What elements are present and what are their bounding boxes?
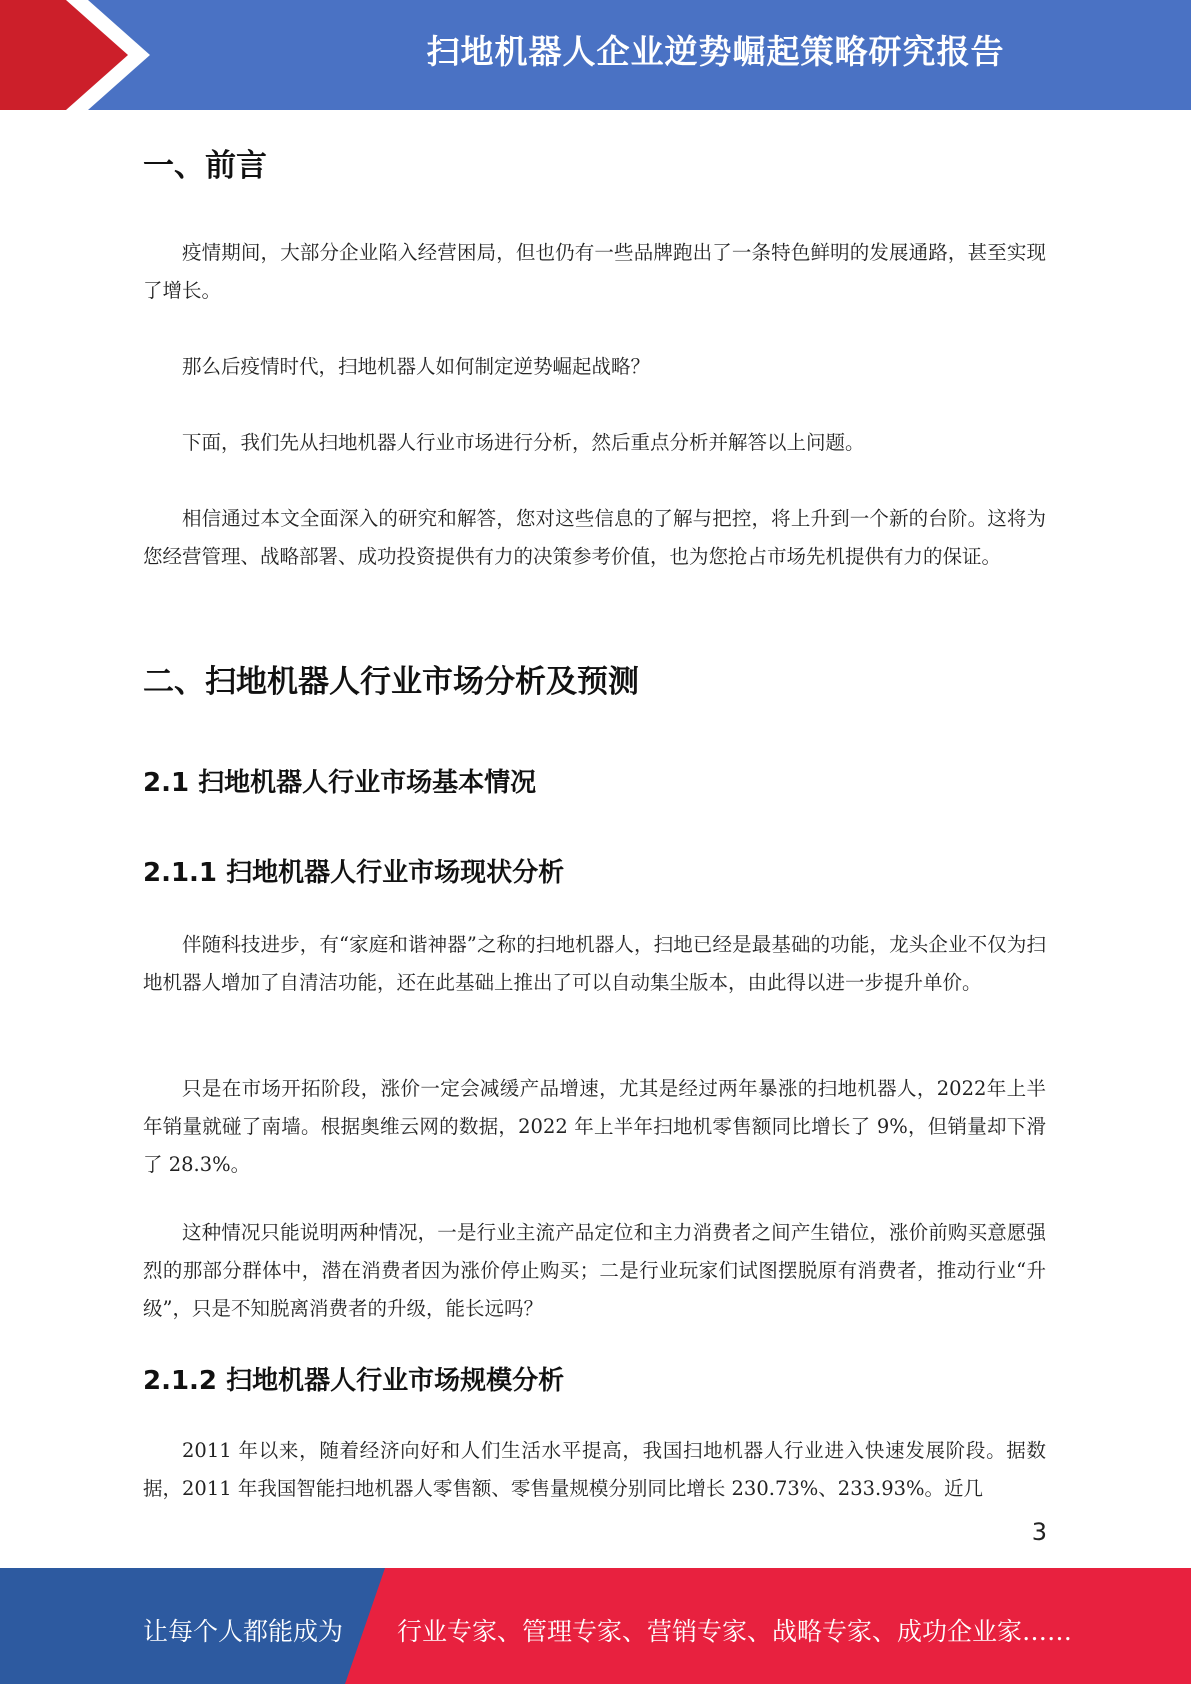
section-2-1-2-heading: 2.1.2 扫地机器人行业市场规模分析 — [143, 1366, 565, 1396]
chevron-logo-icon — [0, 0, 160, 110]
section-2-heading: 二、扫地机器人行业市场分析及预测 — [143, 664, 639, 700]
section-1-paragraph-1: 疫情期间，大部分企业陷入经营困局，但也仍有一些品牌跑出了一条特色鲜明的发展通路，甚至实现了增长。 — [143, 241, 1046, 302]
section-2-1-1-heading: 2.1.1 扫地机器人行业市场现状分析 — [143, 858, 565, 888]
section-1-heading: 一、前言 — [143, 148, 267, 184]
section-2-1-2-paragraph-1: 2011 年以来，随着经济向好和人们生活水平提高，我国扫地机器人行业进入快速发展阶段。据数据，2011 年我国智能扫地机器人零售额、零售量规模分别同比增长 230.73%、233.93%。近几 — [143, 1439, 1046, 1500]
section-1-paragraph-4: 相信通过本文全面深入的研究和解答，您对这些信息的了解与把控，将上升到一个新的台阶。这将为您经营管理、战略部署、成功投资提供有力的决策参考价值，也为您抢占市场先机提供有力的保证。 — [143, 507, 1046, 568]
footer-slogan-left: 让每个人都能成为 — [143, 1617, 344, 1646]
section-1-paragraph-2: 那么后疫情时代，扫地机器人如何制定逆势崛起战略？ — [182, 355, 651, 378]
section-2-1-1-paragraph-1: 伴随科技进步，有“家庭和谐神器”之称的扫地机器人，扫地已经是最基础的功能，龙头企业不仅为扫地机器人增加了自清洁功能，还在此基础上推出了可以自动集尘版本，由此得以进一步提升单价。 — [143, 933, 1046, 994]
footer-slogan-right: 行业专家、管理专家、营销专家、战略专家、成功企业家…… — [397, 1617, 1073, 1646]
section-2-1-1-paragraph-3: 这种情况只能说明两种情况，一是行业主流产品定位和主力消费者之间产生错位，涨价前购买意愿强烈的那部分群体中，潜在消费者因为涨价停止购买；二是行业玩家们试图摆脱原有消费者，推动行业“升级”，只是不知脱离消费者的升级，能长远吗？ — [143, 1221, 1046, 1320]
page-number: 3 — [1031, 1518, 1047, 1546]
report-title: 扫地机器人企业逆势崛起策略研究报告 — [426, 32, 1005, 71]
section-2-1-1-paragraph-2: 只是在市场开拓阶段，涨价一定会减缓产品增速，尤其是经过两年暴涨的扫地机器人，2022年上半年销量就碰了南墙。根据奥维云网的数据，2022 年上半年扫地机零售额同比增长了 9%，但销量却下滑了 28.3%。 — [143, 1077, 1046, 1176]
footer-banner — [0, 1568, 1191, 1684]
section-1-paragraph-3: 下面，我们先从扫地机器人行业市场进行分析，然后重点分析并解答以上问题。 — [182, 431, 865, 454]
header-banner — [0, 0, 1191, 110]
section-2-1-heading: 2.1 扫地机器人行业市场基本情况 — [143, 768, 537, 798]
